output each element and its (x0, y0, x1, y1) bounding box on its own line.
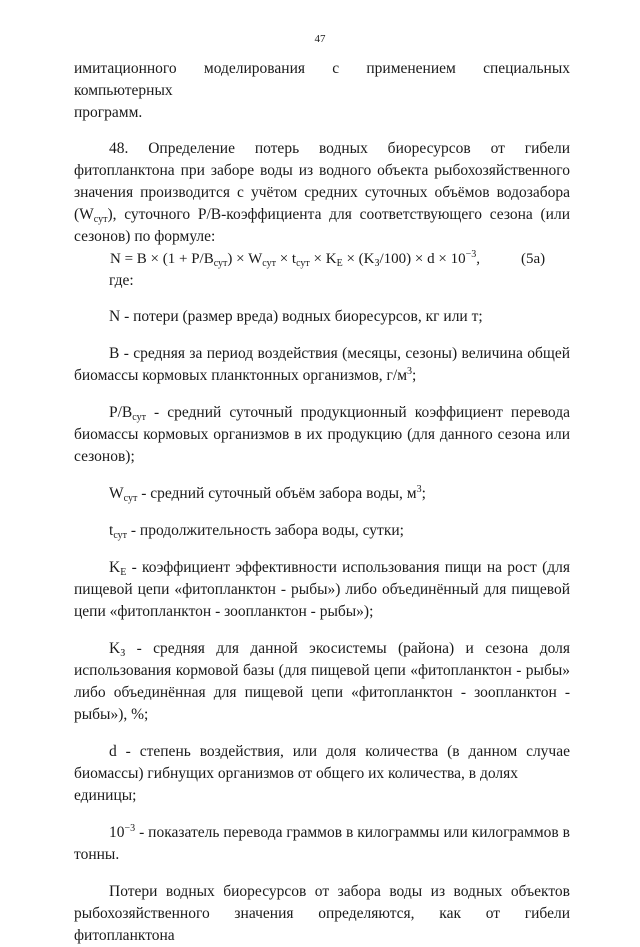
text-line: рыбохозяйственного значения определяются, как от гибели фитопланктона (74, 905, 570, 944)
page-number: 47 (314, 33, 326, 45)
text-line: использования кормовой базы (для пищевой цепи «фитопланктон - рыбы» (74, 662, 570, 679)
text-line: B - средняя за период воздействия (месяцы, сезоны) величина общей (109, 345, 570, 362)
definition-ten-power (74, 822, 570, 866)
text-line: либо объединённая для пищевой цепи «фитопланктон - зоопланктон - (74, 684, 570, 701)
text-line: имитационного моделирования с применением специальных компьютерных (74, 60, 570, 99)
definition-w: $W_{сут}$ - средний суточный объём забора воды, $м^3$; (109, 484, 426, 504)
text-line: Потери водных биоресурсов от забора воды из водных объектов (109, 883, 570, 900)
text-line: сезонов); (74, 448, 135, 465)
definition-n: N - потери (размер вреда) водных биоресурсов, кг или т; (109, 308, 483, 325)
text-line: $10^{-3}$ - показатель перевода граммов в килограммы или килограммов в (109, 823, 570, 841)
formula-5a (74, 248, 570, 270)
definition-pb (74, 402, 570, 468)
text-line: тонны. (74, 846, 120, 863)
text-line: значения производится с учётом средних суточных объёмов водозабора (74, 184, 570, 201)
definition-ke (74, 557, 570, 623)
text-line: d - степень воздействия, или доля количества (в данном случае (109, 743, 570, 760)
text-line: $(W_{сут})$, суточного Р/В-коэффициента для соответствующего сезона (или (74, 206, 570, 225)
text-line: цепи «фитопланктон - зоопланктон - рыбы»); (74, 603, 374, 620)
text-line: фитопланктона при заборе воды из водного объекта рыбохозяйственного (74, 162, 570, 179)
document-body (74, 58, 570, 947)
paragraph-final (74, 881, 570, 947)
text-line: 48. Определение потерь водных биоресурсов от гибели (109, 140, 570, 157)
text-line: $K_З$ - средняя для данной экосистемы (района) и сезона доля (109, 640, 570, 659)
definition-k3 (74, 638, 570, 726)
definition-d (74, 741, 570, 807)
text-line: сезонов) по формуле: (74, 228, 216, 245)
text-line: $P/B_{сут}$ - средний суточный продукционный коэффициент перевода (109, 404, 570, 423)
paragraph-48 (74, 138, 570, 248)
text-line: биомассы кормовых планктонных организмов, $г/м^3$; (74, 366, 417, 384)
definition-b (74, 343, 570, 387)
equation-number: (5a) (521, 251, 546, 267)
definition-t: $t_{сут}$ - продолжительность забора воды, сутки; (109, 522, 404, 541)
where-label: где: (109, 272, 134, 289)
text-line: пищевой цепи «фитопланктон - рыбы») либо объединённый для пищевой (74, 581, 570, 598)
text-line: программ. (74, 104, 143, 121)
text-line: рыбы»), %; (74, 706, 149, 723)
formula-expression: $N = B \times (1 + P/B_{сут}) \times W_{сут} \times t_{сут} \times K_E \times (K_З/100) \times d \times 10^{-3}$, (110, 249, 480, 269)
paragraph-continuation (74, 58, 570, 124)
text-line: $K_E$ - коэффициент эффективности использования пищи на рост (для (109, 559, 570, 578)
text-line: биомассы) гибнущих организмов от общего их количества, в долях единицы; (74, 765, 519, 804)
text-line: биомассы кормовых организмов в их продукцию (для данного сезона или (74, 426, 570, 443)
